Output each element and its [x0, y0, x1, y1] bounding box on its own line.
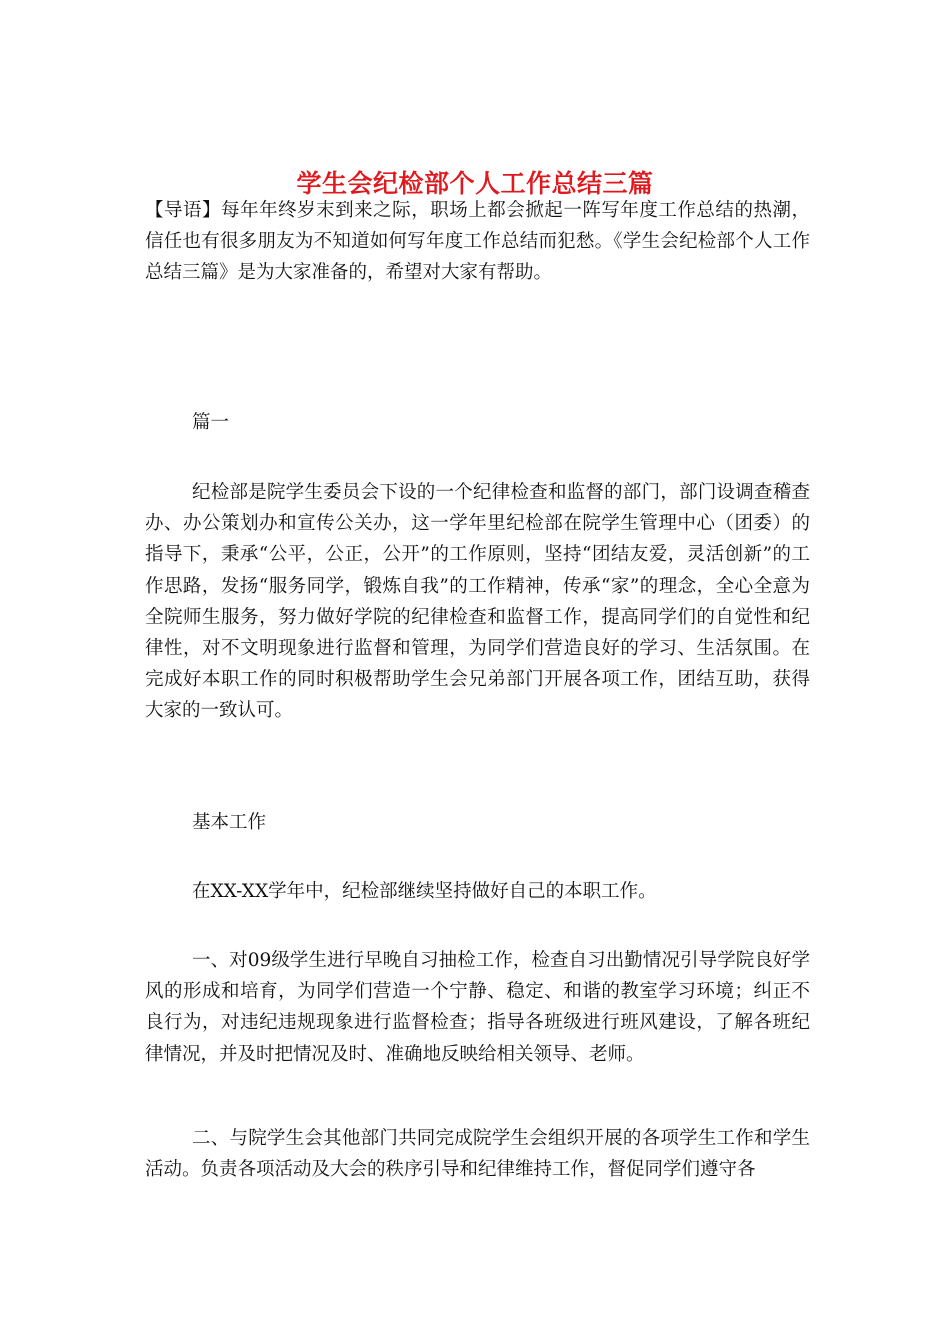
section-heading: 篇一	[192, 412, 230, 433]
main-paragraph: 纪检部是院学生委员会下设的一个纪律检查和监督的部门，部门设调查稽查办、办公策划办和宣传公关办，这一学年里纪检部在院学生管理中心（团委）的指导下，秉承“公平，公正，公开”的工作原则，坚持“团结友爱，灵活创新”的工作思路，发扬“服务同学，锻炼自我”的工作精神，传承“家”的理念，全心全意为全院师生服务，努力做好学院的纪律检查和监督工作，提高同学们的自觉性和纪律性，对不文明现象进行监督和管理，为同学们营造良好的学习、生活氛围。在完成好本职工作的同时积极帮助学生会兄弟部门开展各项工作，团结互助，获得大家的一致认可。	[145, 482, 810, 722]
intro-paragraph: 【导语】每年年终岁末到来之际，职场上都会掀起一阵写年度工作总结的热潮，信任也有很多朋友为不知道如何写年度工作总结而犯愁。《学生会纪检部个人工作总结三篇》是为大家准备的，希望对大家有帮助。	[145, 200, 810, 284]
work-item-1: 一、对09级学生进行早晚自习抽检工作，检查自习出勤情况引导学院良好学风的形成和培育，为同学们营造一个宁静、稳定、和谐的教室学习环境；纠正不良行为，对违纪违规现象进行监督检查；指导各班级进行班风建设，了解各班纪律情况，并及时把情况及时、准确地反映给相关领导、老师。	[145, 950, 810, 1065]
work-item-2: 二、与院学生会其他部门共同完成院学生会组织开展的各项学生工作和学生活动。负责各项活动及大会的秩序引导和纪律维持工作，督促同学们遵守各	[145, 1128, 810, 1181]
document-title: 学生会纪检部个人工作总结三篇	[296, 168, 654, 198]
subheading-basic-work: 基本工作	[192, 812, 267, 833]
year-paragraph: 在XX-XX学年中，纪检部继续坚持做好自己的本职工作。	[192, 881, 657, 902]
